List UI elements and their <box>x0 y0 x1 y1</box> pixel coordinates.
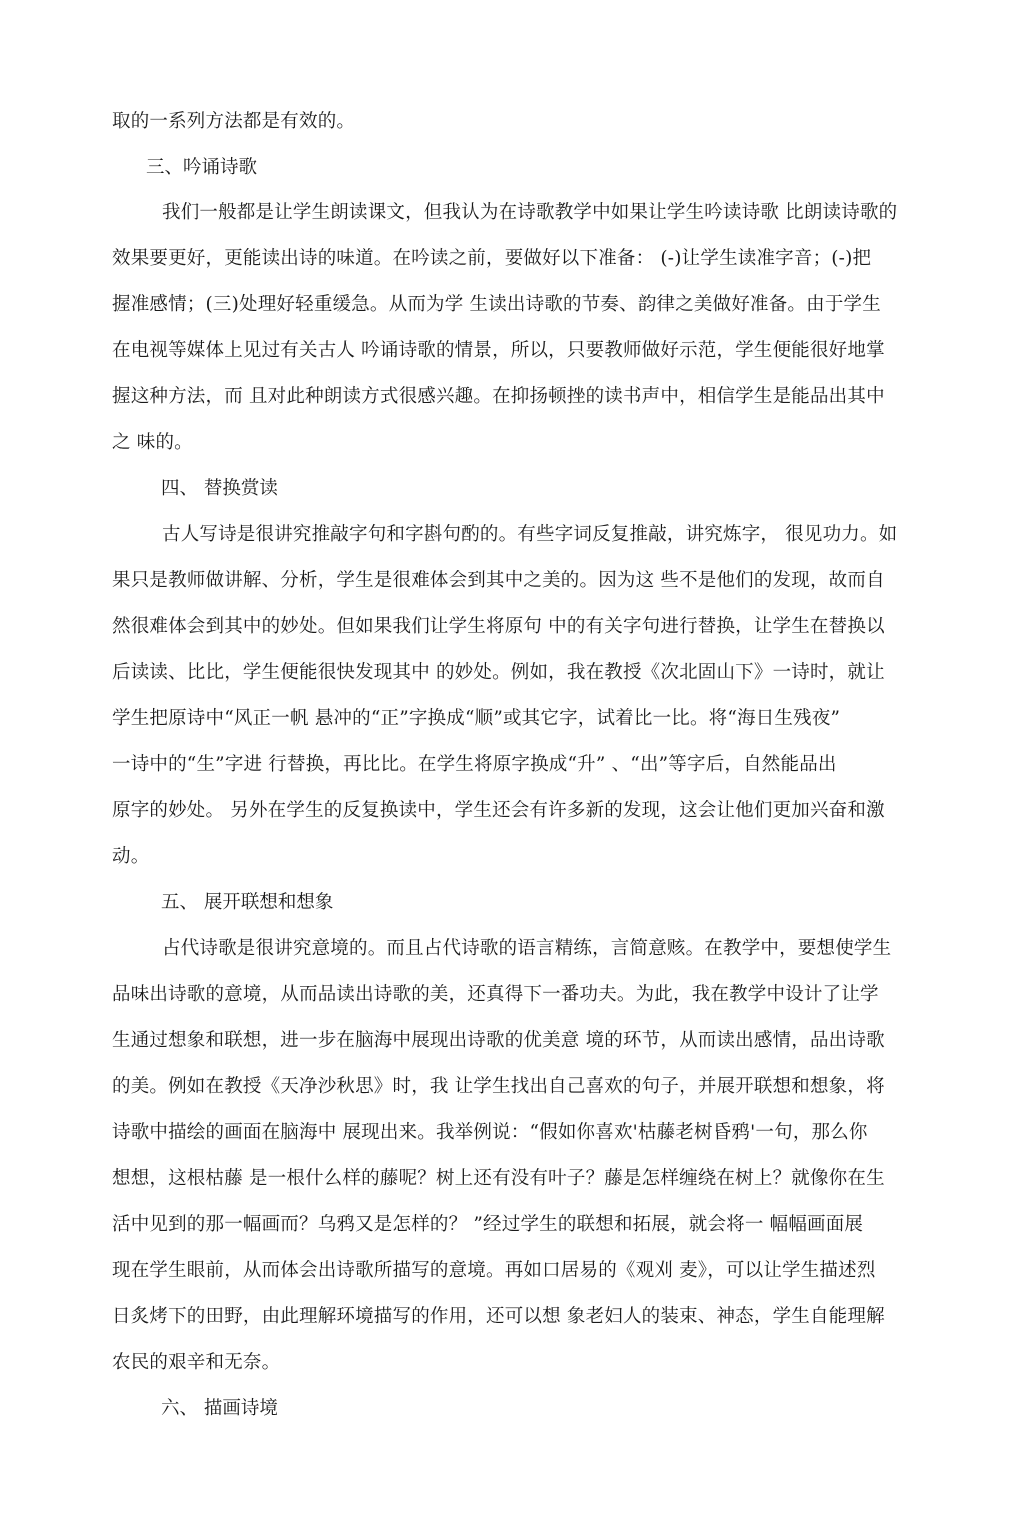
text-line: 取的一系列方法都是有效的。 <box>112 111 356 132</box>
text-line: 握这种方法，而 且对此种朗读方式很感兴趣。在抑扬顿挫的读书声中，相信学生是能品出其中 <box>112 386 885 407</box>
text-line: 原字的妙处。 另外在学生的反复换读中，学生还会有许多新的发现，这会让他们更加兴奋和激 <box>112 800 885 821</box>
text-line: 学生把原诗中“风正一帆 悬冲的“正”字换成“顺”或其它字，试着比一比。将“海日生残夜” <box>112 708 841 729</box>
text-line: 在电视等媒体上见过有关古人 吟诵诗歌的情景，所以，只要教师做好示范，学生便能很好地掌 <box>112 340 885 361</box>
text-line: 想想，这根枯藤 是一根什么样的藤呢？树上还有没有叶子？藤是怎样缠绕在树上？就像你在生 <box>112 1168 885 1189</box>
text-line: 生通过想象和联想，进一步在脑海中展现出诗歌的优美意 境的环节，从而读出感情，品出诗歌 <box>112 1030 885 1051</box>
text-line: 后读读、比比，学生便能很快发现其中 的妙处。例如，我在教授《次北固山下》一诗时，就让 <box>112 662 885 683</box>
text-line: 然很难体会到其中的妙处。但如果我们让学生将原句 中的有关字句进行替换，让学生在替换以 <box>112 616 885 637</box>
text-line: 的美。例如在教授《天净沙秋思》时，我 让学生找出自己喜欢的句子，并展开联想和想象，将 <box>112 1076 885 1097</box>
section-heading: 五、 展开联想和想象 <box>161 892 334 913</box>
text-line: 品味出诗歌的意境，从而品读出诗歌的美，还真得下一番功夫。为此，我在教学中设计了让学 <box>112 984 879 1005</box>
text-line: 现在学生眼前，从而体会出诗歌所描写的意境。再如口居易的《观刈 麦》，可以让学生描述烈 <box>112 1260 876 1281</box>
section-heading: 四、 替换赏读 <box>161 478 278 499</box>
text-line: 日炙烤下的田野，由此理解环境描写的作用，还可以想 象老妇人的装束、神态，学生自能理解 <box>112 1306 885 1327</box>
text-line: 占代诗歌是很讲究意境的。而且占代诗歌的语言精练，言简意赅。在教学中，要想使学生 <box>162 938 892 959</box>
section-heading: 六、 描画诗境 <box>161 1398 278 1419</box>
text-line: 农民的艰辛和无奈。 <box>112 1352 281 1373</box>
text-line: 之 味的。 <box>112 432 193 453</box>
text-line: 握准感情；(三)处理好轻重缓急。从而为学 生读出诗歌的节奏、韵律之美做好准备。由于学生 <box>112 294 881 315</box>
text-line: 一诗中的“生”字进 行替换，再比比。在学生将原字换成“升” 、“出”等字后，自然能品出 <box>112 754 837 775</box>
text-line: 果只是教师做讲解、分析，学生是很难体会到其中之美的。因为这 些不是他们的发现，故而自 <box>112 570 885 591</box>
text-line: 效果要更好，更能读出诗的味道。在吟读之前，要做好以下准备： (-)让学生读准字音；(-)把 <box>112 248 872 269</box>
text-line: 动。 <box>112 846 150 867</box>
text-line: 我们一般都是让学生朗读课文，但我认为在诗歌教学中如果让学生吟读诗歌 比朗读诗歌的 <box>162 202 898 223</box>
text-line: 诗歌中描绘的画面在脑海中 展现出来。我举例说：“假如你喜欢'枯藤老树昏鸦'一句，那么你 <box>112 1122 868 1143</box>
text-line: 古人写诗是很讲究推敲字句和字斟句酌的。有些字词反复推敲，讲究炼字， 很见功力。如 <box>162 524 898 545</box>
section-heading: 三、吟诵诗歌 <box>146 157 258 178</box>
text-line: 活中见到的那一幅画而？乌鸦又是怎样的？ ”经过学生的联想和拓展，就会将一 幅幅画面展 <box>112 1214 864 1235</box>
